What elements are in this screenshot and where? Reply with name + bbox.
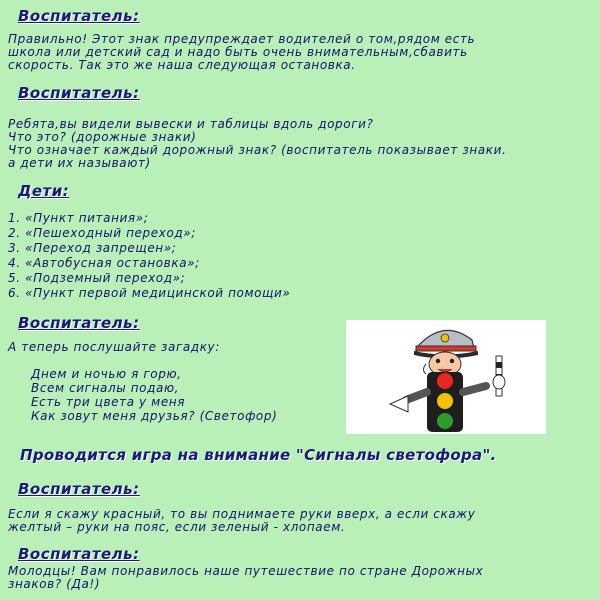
traffic-light-illustration [346,320,546,434]
teacher-text-2 [8,118,506,170]
teacher-heading-1: Воспитатель: [18,7,140,25]
text-line: школа или детский сад и надо быть очень внимательным,сбавить [8,45,468,59]
text-line: Если я скажу красный, то вы поднимаете руки вверх, а если скажу [8,507,476,521]
children-heading: Дети: [18,182,70,200]
riddle-text [8,367,277,423]
list-item: 6. «Пункт первой медицинской помощи» [8,286,291,300]
riddle-line: Как зовут меня друзья? (Светофор) [31,409,278,423]
riddle-line: Днем и ночью я горю, [31,367,182,381]
list-item: 4. «Автобусная остановка»; [8,256,200,270]
teacher-text-4 [8,508,475,534]
text-line: а дети их называют) [8,156,151,170]
teacher-heading-2: Воспитатель: [18,84,140,102]
riddle-line: Есть три цвета у меня [31,395,186,409]
road-signs-list [8,211,290,301]
text-line: Что это? (дорожные знаки) [8,130,197,144]
traffic-light-character-icon [346,320,546,434]
text-line: Молодцы! Вам понравилось наше путешествие по стране Дорожных [8,564,484,578]
text-line: Ребята,вы видели вывески и таблицы вдоль дороги? [8,117,374,131]
teacher-heading-4: Воспитатель: [18,480,140,498]
text-line: скорость. Так это же наша следующая остановка. [8,58,356,72]
teacher-heading-3: Воспитатель: [18,314,140,332]
riddle-line: Всем сигналы подаю, [31,381,180,395]
list-item: 1. «Пункт питания»; [8,211,149,225]
teacher-heading-5: Воспитатель: [18,545,140,563]
teacher-text-1 [8,33,475,72]
list-item: 3. «Переход запрещен»; [8,241,177,255]
text-line: Что означает каждый дорожный знак? (воспитатель показывает знаки. [8,143,507,157]
list-item: 5. «Подземный переход»; [8,271,186,285]
text-line: Правильно! Этот знак предупреждает водителей о том,рядом есть [8,32,476,46]
text-line: знаков? (Да!) [8,577,101,591]
riddle-intro: А теперь послушайте загадку: [8,340,220,354]
text-line: желтый – руки на пояс, если зеленый - хлопаем. [8,520,346,534]
game-announcement: Проводится игра на внимание "Сигналы светофора". [20,446,497,464]
list-item: 2. «Пешеходный переход»; [8,226,196,240]
teacher-text-5 [8,565,483,591]
